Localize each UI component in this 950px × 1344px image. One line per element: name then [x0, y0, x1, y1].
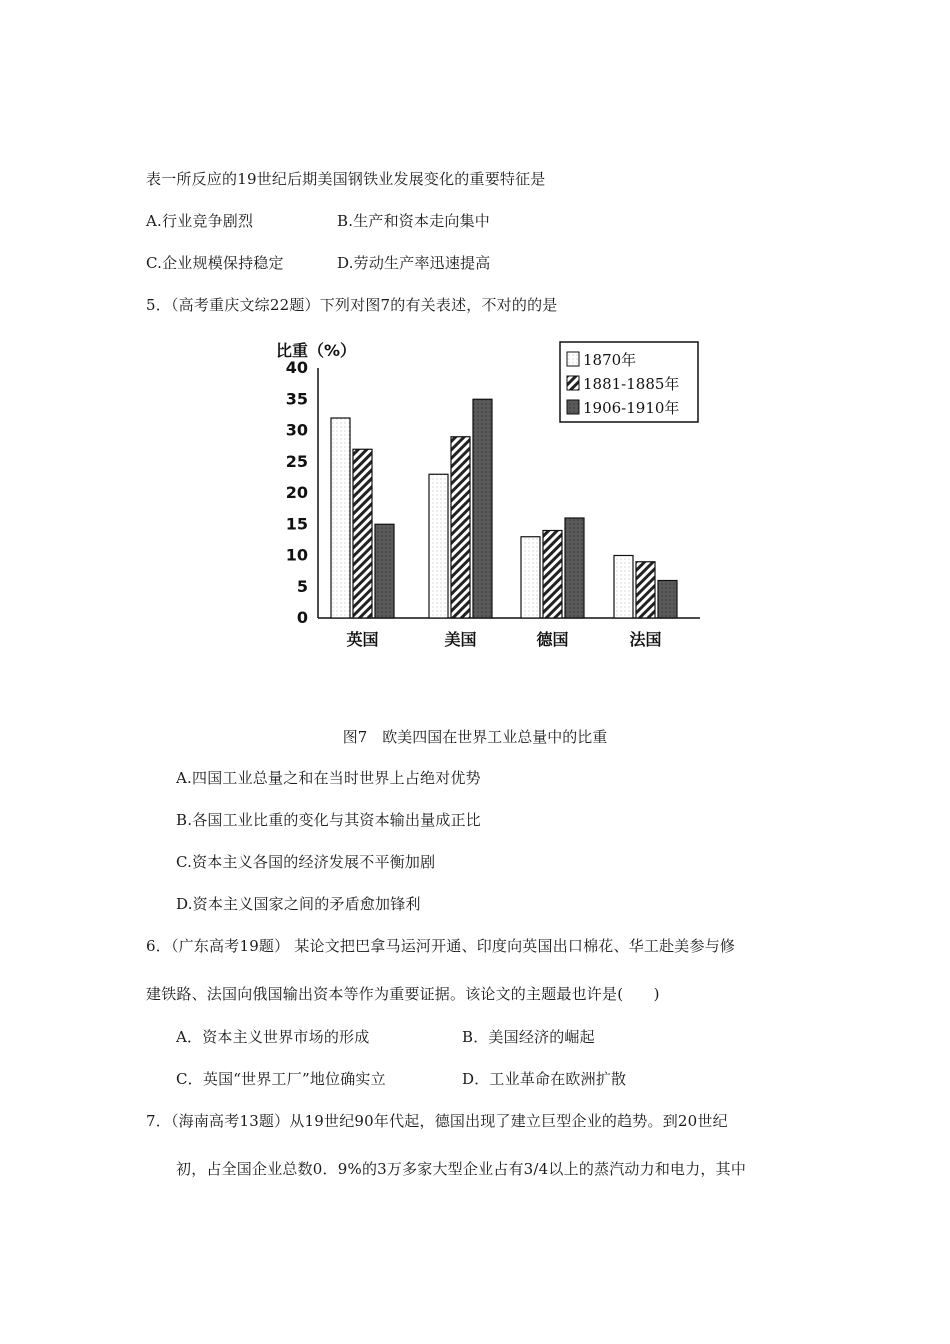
bar-1-1 [451, 437, 470, 618]
y-axis-label: 比重（%） [276, 341, 357, 360]
bar-3-2 [658, 581, 677, 619]
q4-option-c: C.企业规模保持稳定 [146, 254, 284, 272]
bar-0-0 [331, 418, 350, 618]
y-tick-label: 5 [296, 576, 308, 596]
q5-option-a: A.四国工业总量之和在当时世界上占绝对优势 [176, 769, 481, 787]
q4-option-a: A.行业竞争剧烈 [146, 212, 254, 230]
y-tick-label: 20 [285, 483, 308, 502]
q6-option-c: C．英国“世界工厂”地位确实立 [176, 1070, 386, 1088]
bar-2-0 [521, 537, 540, 618]
x-category-label: 美国 [444, 630, 477, 649]
chart-legend [560, 342, 698, 422]
q6-option-d: D．工业革命在欧洲扩散 [462, 1070, 627, 1088]
x-category-label: 德国 [536, 630, 569, 649]
q4-stem: 表一所反应的19世纪后期美国钢铁业发展变化的重要特征是 [146, 170, 546, 188]
legend-swatch [567, 376, 579, 390]
bar-1-2 [473, 399, 492, 618]
q5-option-d: D.资本主义国家之间的矛盾愈加锋利 [176, 895, 421, 913]
x-category-label: 法国 [629, 630, 662, 649]
y-tick-label: 40 [285, 358, 308, 377]
y-tick-label: 25 [285, 451, 308, 471]
bar-3-0 [614, 556, 633, 619]
y-tick-label: 35 [285, 389, 308, 409]
q5-option-c: C.资本主义各国的经济发展不平衡加剧 [176, 853, 436, 871]
bar-2-1 [543, 531, 562, 619]
q6-option-a: A．资本主义世界市场的形成 [176, 1028, 370, 1046]
industry-share-bar-chart [268, 334, 708, 654]
q6-stem-line2: 建铁路、法国向俄国输出资本等作为重要证据。该论文的主题最也许是( ) [146, 985, 660, 1003]
q7-stem-line1: 7．（海南高考13题）从19世纪90年代起，德国出现了建立巨型企业的趋势。到20世纪 [146, 1112, 728, 1130]
figure-caption: 图7 欧美四国在世界工业总量中的比重 [342, 728, 608, 746]
legend-swatch [567, 400, 579, 414]
bar-3-1 [636, 562, 655, 618]
y-tick-label: 10 [285, 545, 308, 565]
y-tick-label: 15 [285, 514, 308, 534]
legend-label: 1870年 [583, 351, 637, 369]
q6-option-b: B．美国经济的崛起 [462, 1028, 595, 1046]
q5-stem: 5．（高考重庆文综22题）下列对图7的有关表述，不对的的是 [146, 296, 558, 314]
legend-label: 1881-1885年 [583, 375, 680, 393]
q7-stem-line2: 初，占全国企业总数0．9%的3万多家大型企业占有3/4以上的蒸汽动力和电力，其中 [176, 1160, 747, 1178]
q5-option-b: B.各国工业比重的变化与其资本输出量成正比 [176, 811, 481, 829]
legend-label: 1906-1910年 [583, 399, 680, 417]
q6-stem-line1: 6．（广东高考19题） 某论文把巴拿马运河开通、印度向英国出口棉花、华工赴美参与修 [146, 937, 736, 955]
bar-0-1 [353, 449, 372, 618]
y-tick-label: 0 [296, 608, 308, 627]
bar-2-2 [565, 518, 584, 618]
bar-0-2 [375, 524, 394, 618]
q4-option-b: B.生产和资本走向集中 [337, 212, 490, 230]
legend-swatch [567, 352, 579, 366]
bar-1-0 [429, 474, 448, 618]
y-tick-label: 30 [285, 420, 308, 440]
q4-option-d: D.劳动生产率迅速提高 [337, 254, 491, 272]
x-category-label: 英国 [346, 630, 379, 649]
